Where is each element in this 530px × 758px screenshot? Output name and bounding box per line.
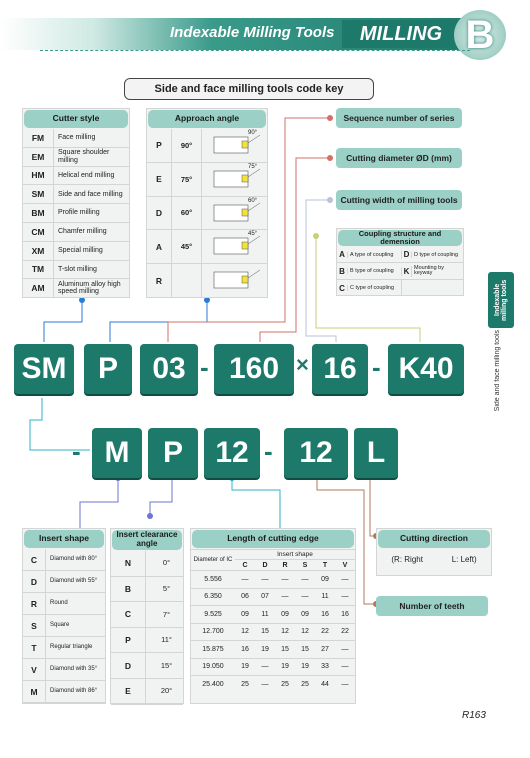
approach-figure <box>201 197 267 230</box>
line-insert-shape <box>80 478 118 528</box>
side-tab: Indexable milling tools <box>488 272 514 328</box>
approach-code: R <box>155 275 163 286</box>
insert-shape-code: C <box>30 554 38 565</box>
approach-figure-label: 45° <box>248 231 258 238</box>
clearance-code: P <box>125 635 131 646</box>
clearance-code: N <box>124 558 132 569</box>
cutting-edge-row <box>191 623 355 641</box>
insert-shape-code: R <box>30 598 38 609</box>
clearance-angle: 15° <box>145 653 183 678</box>
clearance-angle: 11° <box>145 628 183 653</box>
insert-shape-title: Insert shape <box>24 530 104 548</box>
edge-length: 09 <box>275 606 295 624</box>
cutter-style-panel <box>22 108 130 298</box>
cutter-style-row <box>23 223 129 242</box>
approach-code: P <box>156 140 162 151</box>
clearance-angle: 0° <box>145 551 183 576</box>
cutter-style-code: HM <box>31 170 45 181</box>
cutter-style-desc: Special milling <box>53 242 129 260</box>
cutter-style-code: FM <box>31 132 45 143</box>
insert-shape-code: D <box>30 576 38 587</box>
edge-length: 12 <box>235 623 255 641</box>
cutting-edge-row <box>191 641 355 659</box>
insert-shape-row <box>23 659 105 681</box>
insert-shape-row <box>23 681 105 703</box>
clearance-title: Insert clearance angle <box>112 530 182 550</box>
sequence-callout: Sequence number of series <box>336 108 462 128</box>
diam-header: Diameter of IC <box>191 550 235 571</box>
edge-length: 25 <box>295 676 315 694</box>
line-row2-start <box>30 398 90 450</box>
ic-diameter: 5.556 <box>191 571 235 589</box>
clearance-row <box>111 628 183 654</box>
edge-length: 09 <box>315 571 335 589</box>
edge-length: — <box>335 588 355 606</box>
ic-diameter: 19.050 <box>191 658 235 676</box>
code-approach: P <box>84 344 132 394</box>
clearance-row <box>111 551 183 577</box>
edge-length: 09 <box>235 606 255 624</box>
cutting-edge-row <box>191 676 355 694</box>
edge-length: — <box>295 571 315 589</box>
insert-shape-desc: Round <box>45 593 105 614</box>
code-width: 16 <box>312 344 368 394</box>
edge-length: 19 <box>235 658 255 676</box>
page-number: R163 <box>462 710 486 721</box>
insert-shape-desc: Diamond with 80° <box>45 549 105 570</box>
header-title: Indexable Milling Tools <box>170 24 335 41</box>
diameter-callout: Cutting diameter ØD (mm) <box>336 148 462 168</box>
insert-shape-desc: Diamond with 35° <box>45 659 105 680</box>
clearance-code: D <box>124 660 132 671</box>
dash-sep: - <box>264 436 273 466</box>
ic-diameter: 6.350 <box>191 588 235 606</box>
approach-row <box>147 264 267 298</box>
insert-shape-row <box>23 571 105 593</box>
insert-shape-code: T <box>31 642 37 653</box>
cutter-style-row <box>23 129 129 148</box>
code-coupling: K40 <box>388 344 464 394</box>
approach-code: A <box>155 241 163 252</box>
edge-length: 25 <box>235 676 255 694</box>
approach-angle-panel <box>146 108 268 298</box>
approach-code: D <box>155 207 163 218</box>
edge-length: — <box>235 571 255 589</box>
cutter-style-row <box>23 261 129 280</box>
cutter-style-desc: Aluminum alloy high speed milling <box>53 279 129 297</box>
insert-shape-row <box>23 615 105 637</box>
approach-figure-label: 75° <box>248 163 258 170</box>
cutter-style-desc: Side and face milling <box>53 185 129 203</box>
edge-length: — <box>335 676 355 694</box>
edge-length: 07 <box>255 588 275 606</box>
edge-length: 33 <box>315 658 335 676</box>
code-cutter-style: SM <box>14 344 74 394</box>
edge-length: — <box>255 676 275 694</box>
clearance-row <box>111 602 183 628</box>
cutter-style-code: SM <box>31 189 45 200</box>
cutter-style-desc: T-slot milling <box>53 261 129 279</box>
insert-shape-row <box>23 549 105 571</box>
cutter-style-row <box>23 167 129 186</box>
section-label: MILLING <box>342 20 460 48</box>
cutting-edge-row <box>191 571 355 589</box>
insert-shape-desc: Diamond with 55° <box>45 571 105 592</box>
approach-angle-value: 60° <box>171 197 201 230</box>
insert-shape-code: M <box>30 686 38 697</box>
cutter-style-code: AM <box>31 283 45 294</box>
cutting-edge-row <box>191 658 355 676</box>
edge-length: 44 <box>315 676 335 694</box>
shape-col-header: V <box>335 560 355 571</box>
dash-sep: - <box>200 352 209 382</box>
approach-angle-value: 90° <box>171 129 201 162</box>
coupling-title: Coupling structure and demension <box>338 230 462 246</box>
line-diameter <box>260 158 330 342</box>
edge-length: 15 <box>295 641 315 659</box>
approach-angle-value <box>171 264 201 297</box>
shape-col-header: C <box>235 560 255 571</box>
width-callout: Cutting width of milling tools <box>336 190 462 210</box>
line-approach <box>110 300 207 342</box>
insert-shape-code: V <box>31 664 37 675</box>
insert-shape-desc: Diamond with 86° <box>45 681 105 702</box>
edge-length: 22 <box>315 623 335 641</box>
approach-code: E <box>156 174 162 185</box>
cutter-style-row <box>23 204 129 223</box>
edge-length: 12 <box>275 623 295 641</box>
line-cutting-edge <box>232 478 280 528</box>
clearance-row <box>111 679 183 705</box>
clearance-code: E <box>125 686 131 697</box>
edge-length: 25 <box>275 676 295 694</box>
edge-length: — <box>275 571 295 589</box>
insert-shape-desc: Square <box>45 615 105 636</box>
edge-length: — <box>335 571 355 589</box>
edge-length: — <box>335 658 355 676</box>
clearance-code: C <box>124 609 132 620</box>
section-letter: B <box>454 10 506 60</box>
side-label: Side and face milling tools <box>494 330 501 412</box>
dash-sep: - <box>72 436 81 466</box>
approach-figure-label: 60° <box>248 197 258 204</box>
code-diameter: 160 <box>214 344 294 394</box>
insert-shape-code: S <box>31 620 37 631</box>
edge-length: 22 <box>335 623 355 641</box>
edge-length: — <box>255 571 275 589</box>
insert-shape-row <box>23 593 105 615</box>
line-width <box>306 200 336 342</box>
cutter-style-desc: Face milling <box>53 129 129 147</box>
insert-shape-desc: Regular triangle <box>45 637 105 658</box>
ic-diameter: 15.875 <box>191 641 235 659</box>
edge-length: — <box>295 588 315 606</box>
cutting-edge-row <box>191 606 355 624</box>
line-cutter-style <box>44 300 82 342</box>
edge-length: — <box>335 641 355 659</box>
approach-angle-title: Approach angle <box>148 110 266 128</box>
approach-row <box>147 163 267 197</box>
cutter-style-desc: Chamfer milling <box>53 223 129 241</box>
coupling-panel <box>336 228 464 296</box>
edge-length: 16 <box>335 606 355 624</box>
direction-left: L: Left) <box>451 555 477 564</box>
ic-diameter: 9.525 <box>191 606 235 624</box>
ic-diameter: 12.700 <box>191 623 235 641</box>
times-sep: × <box>296 352 309 377</box>
page-title: Side and face milling tools code key <box>124 78 374 100</box>
cutter-style-row <box>23 242 129 261</box>
dash-sep: - <box>372 352 381 382</box>
cutter-style-code: XM <box>31 245 45 256</box>
code-sequence: 03 <box>140 344 198 394</box>
insert-shape-row <box>23 637 105 659</box>
cutter-style-desc: Helical end milling <box>53 167 129 185</box>
cutting-edge-row <box>191 588 355 606</box>
clearance-angle: 5° <box>145 577 183 602</box>
cutting-edge-table <box>191 549 355 693</box>
coupling-row: A A type of coupling D D type of coupling <box>337 247 463 263</box>
edge-length: 15 <box>275 641 295 659</box>
edge-length: 12 <box>295 623 315 641</box>
coupling-row: B B type of coupling K Mounting by keyway <box>337 263 463 280</box>
shape-col-header: R <box>275 560 295 571</box>
shape-col-header: T <box>315 560 335 571</box>
ic-diameter: 25.400 <box>191 676 235 694</box>
edge-length: 19 <box>255 641 275 659</box>
cutting-edge-panel <box>190 528 356 704</box>
cutter-style-row <box>23 148 129 167</box>
edge-length: 15 <box>255 623 275 641</box>
code-clearance: P <box>148 428 198 478</box>
cutter-style-title: Cutter style <box>24 110 128 128</box>
edge-length: 16 <box>235 641 255 659</box>
cutter-style-desc: Square shoulder milling <box>53 148 129 166</box>
line-clearance <box>150 478 172 516</box>
edge-length: 11 <box>315 588 335 606</box>
approach-figure <box>201 163 267 196</box>
shape-col-header: S <box>295 560 315 571</box>
approach-figure-label: 90° <box>248 130 258 136</box>
edge-length: 27 <box>315 641 335 659</box>
edge-length: 06 <box>235 588 255 606</box>
code-teeth: 12 <box>284 428 348 478</box>
cutter-style-row <box>23 279 129 298</box>
clearance-code: B <box>124 583 132 594</box>
approach-row <box>147 129 267 163</box>
edge-length: 09 <box>295 606 315 624</box>
shape-col-header: D <box>255 560 275 571</box>
cutter-style-code: BM <box>31 208 45 219</box>
edge-length: 16 <box>315 606 335 624</box>
approach-figure <box>201 264 267 297</box>
approach-figure <box>201 129 267 162</box>
approach-angle-value: 45° <box>171 230 201 263</box>
direction-panel <box>376 528 492 576</box>
edge-length: 19 <box>275 658 295 676</box>
approach-angle-value: 75° <box>171 163 201 196</box>
shape-header: Insert shape <box>235 550 355 560</box>
cutter-style-row <box>23 185 129 204</box>
cutter-style-desc: Profile milling <box>53 204 129 222</box>
code-cutting-edge: 12 <box>204 428 260 478</box>
edge-length: 11 <box>255 606 275 624</box>
coupling-row: C C type of coupling <box>337 280 463 296</box>
cutter-style-code: EM <box>31 151 45 162</box>
direction-right: (R: Right <box>391 555 423 564</box>
approach-row <box>147 197 267 231</box>
clearance-angle: 7° <box>145 602 183 627</box>
clearance-row <box>111 577 183 603</box>
clearance-row <box>111 653 183 679</box>
edge-length: 19 <box>295 658 315 676</box>
cutter-style-code: CM <box>31 226 45 237</box>
insert-shape-panel <box>22 528 106 704</box>
teeth-callout: Number of teeth <box>376 596 488 616</box>
code-insert-shape: M <box>92 428 142 478</box>
edge-length: — <box>275 588 295 606</box>
approach-row <box>147 230 267 264</box>
approach-figure <box>201 230 267 263</box>
cutting-edge-title: Length of cutting edge <box>192 530 354 548</box>
clearance-panel <box>110 528 184 704</box>
clearance-angle: 20° <box>145 679 183 704</box>
code-direction: L <box>354 428 398 478</box>
edge-length: — <box>255 658 275 676</box>
cutter-style-code: TM <box>31 264 45 275</box>
direction-title: Cutting direction <box>378 530 490 548</box>
